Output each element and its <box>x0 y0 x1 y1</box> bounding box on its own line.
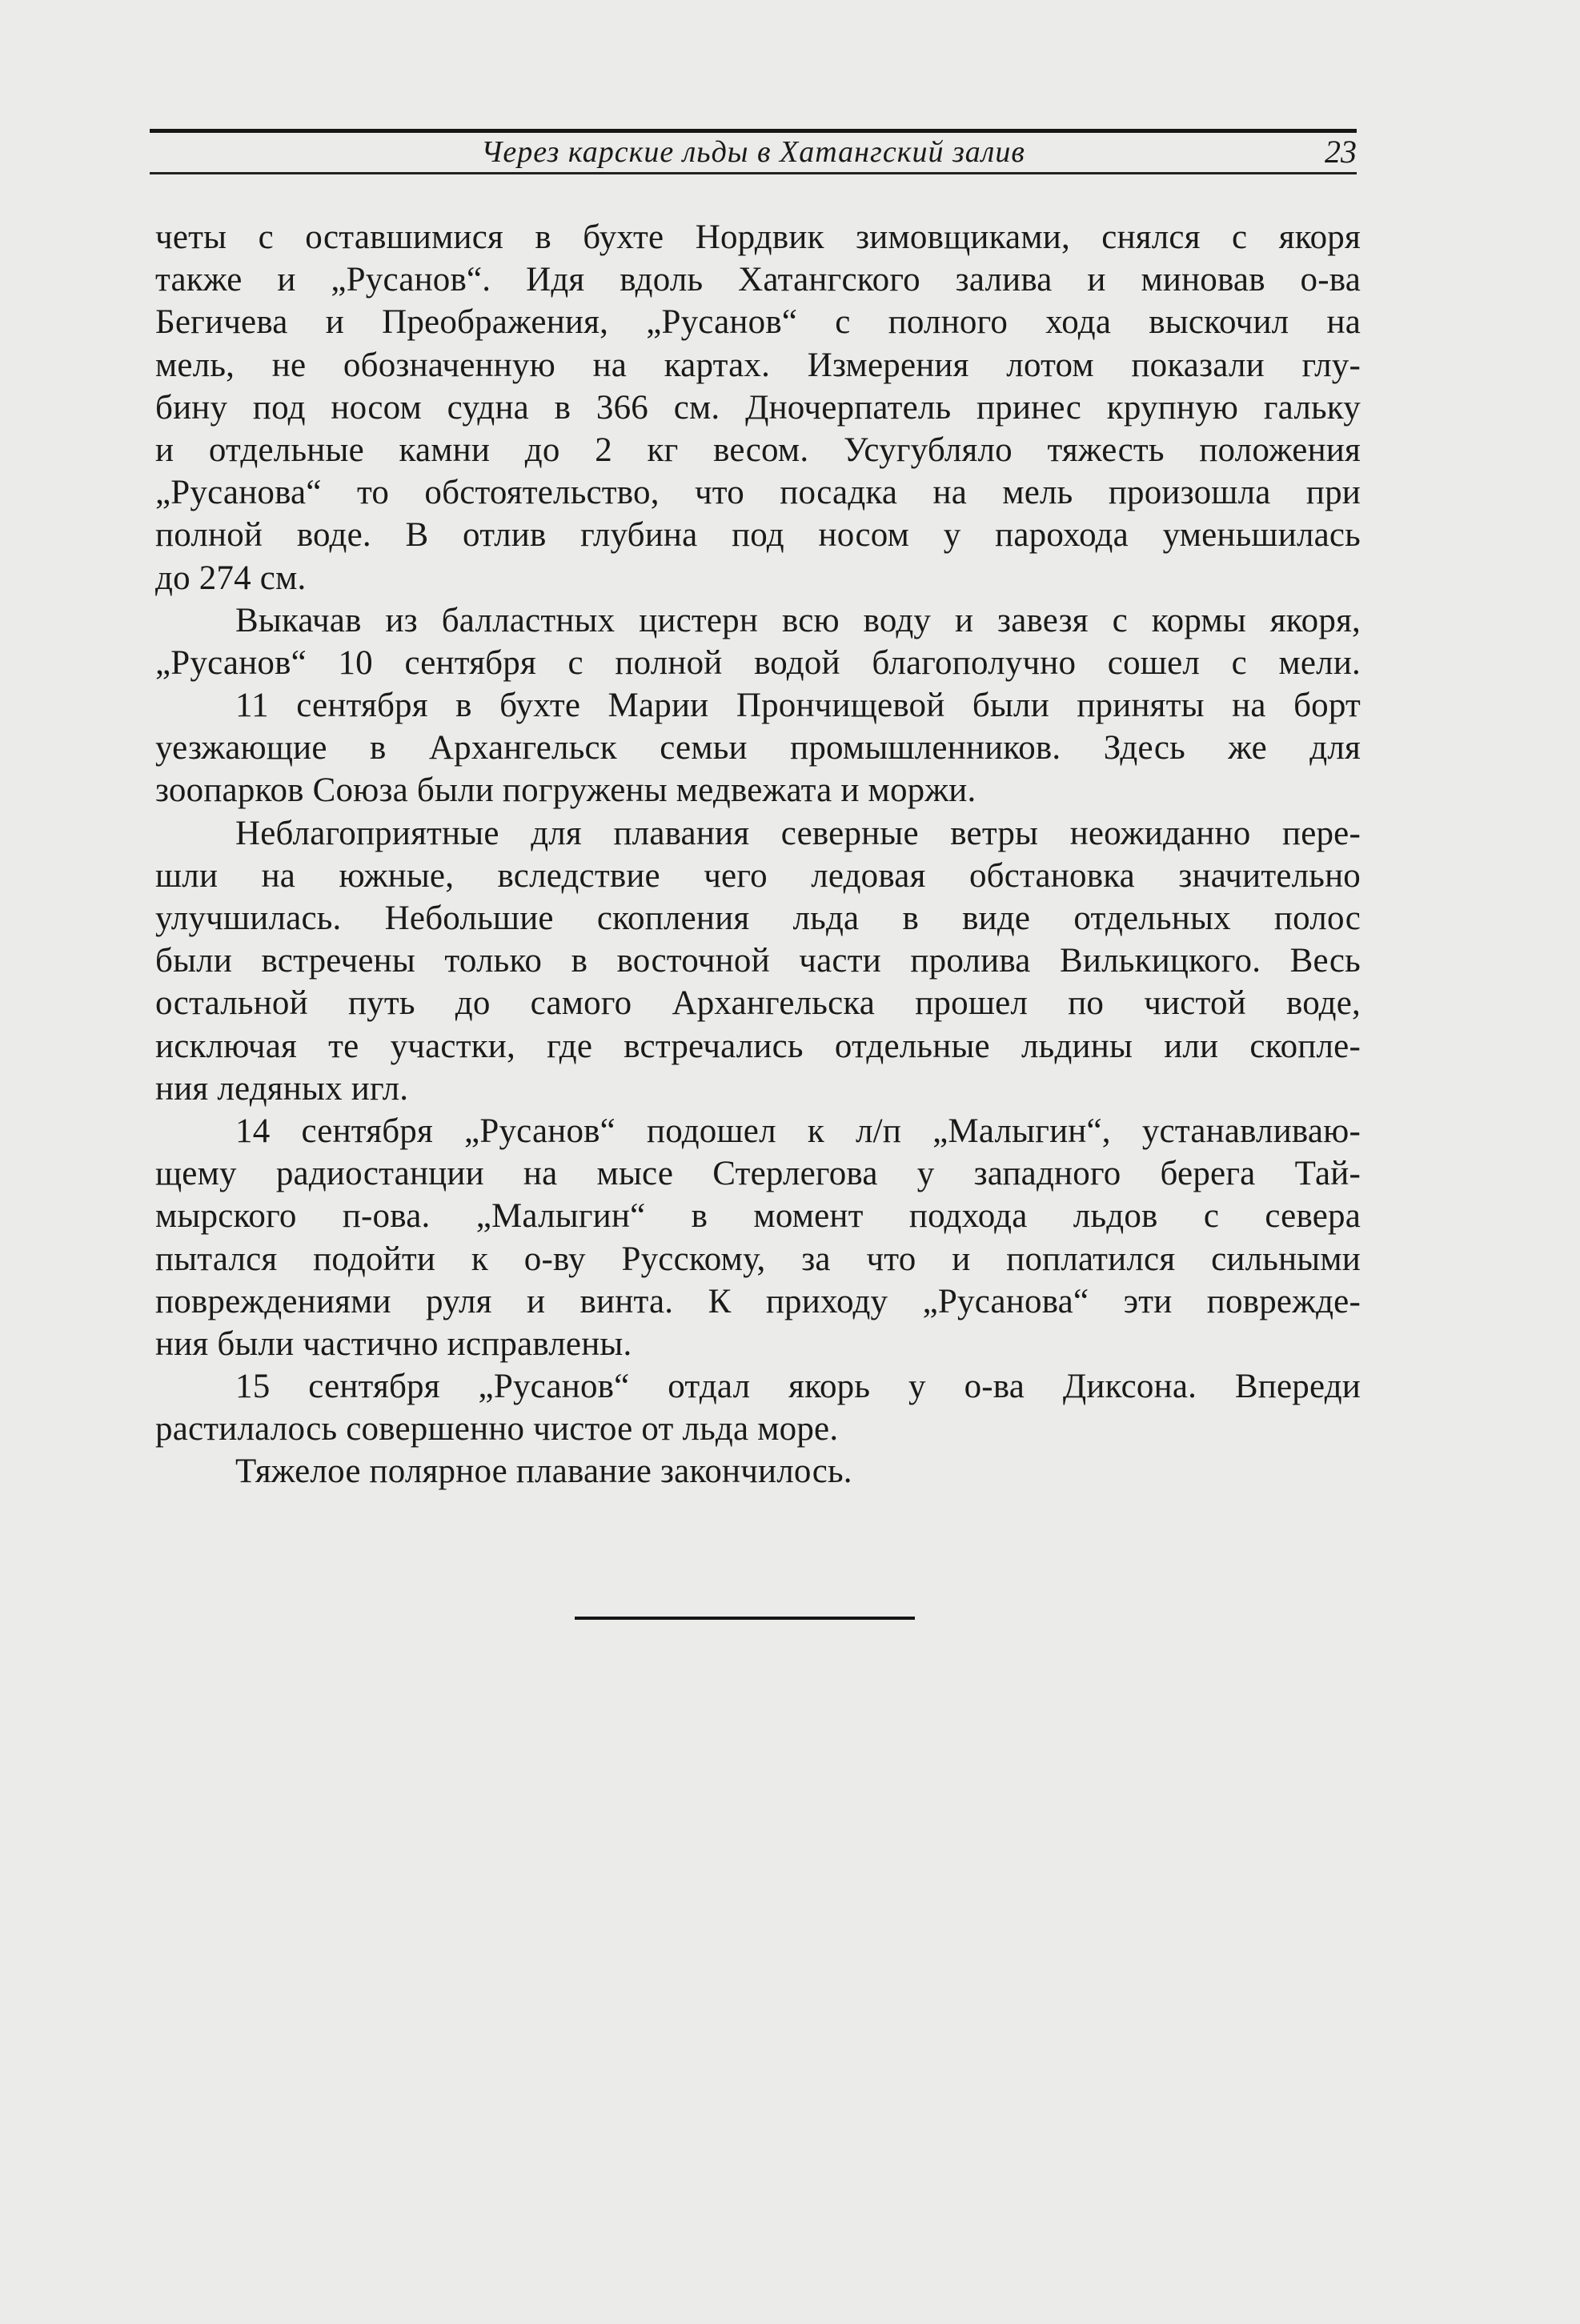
header-rule-bottom <box>150 172 1357 174</box>
text-line: были встречены только в восточной части пролива Вилькицкого. Весь <box>155 942 1361 980</box>
text-line: до 274 см. <box>155 559 307 597</box>
text-line: щему радиостанции на мысе Стерлегова у западного берега Тай- <box>155 1155 1361 1193</box>
paragraph <box>155 812 1361 1110</box>
text-line: полной воде. В отлив глубина под носом у парохода уменьшилась <box>155 516 1361 555</box>
text-line: шли на южные, вследствие чего ледовая обстановка значительно <box>155 856 1361 895</box>
body-text <box>155 216 1361 1493</box>
text-line: исключая те участки, где встречались отдельные льдины или скопле- <box>155 1027 1361 1065</box>
text-line: „Русанова“ то обстоятельство, что посадка на мель произошла при <box>155 474 1361 512</box>
text-line: ния ледяных игл. <box>155 1069 409 1108</box>
paragraph <box>155 1365 1361 1450</box>
text-line: и отдельные камни до 2 кг весом. Усугубляло тяжесть положения <box>155 431 1361 469</box>
text-line: ния были частично исправлены. <box>155 1324 632 1363</box>
end-of-chapter-rule <box>575 1617 915 1620</box>
text-line: пытался подойти к о-ву Русскому, за что и поплатился сильными <box>155 1240 1361 1278</box>
text-line: улучшилась. Небольшие скопления льда в виде отдельных полос <box>155 900 1361 937</box>
text-line: мель, не обозначенную на картах. Измерения лотом показали глу- <box>155 346 1361 384</box>
paragraph <box>155 1110 1361 1365</box>
paragraph <box>155 216 1361 599</box>
text-line: повреждениями руля и винта. К приходу „Русанова“ эти поврежде- <box>155 1282 1361 1320</box>
text-line: бину под носом судна в 366 см. Дночерпатель принес крупную гальку <box>155 388 1361 427</box>
text-line: 14 сентября „Русанов“ подошел к л/п „Малыгин“, устанавливаю- <box>235 1112 1361 1150</box>
text-line: уезжающие в Архангельск семьи промышленников. Здесь же для <box>155 729 1361 767</box>
text-line: 15 сентября „Русанов“ отдал якорь у о-ва Диксона. Впереди <box>235 1368 1361 1406</box>
text-line: зоопарков Союза были погружены медвежата и моржи. <box>155 771 976 810</box>
page-number: 23 <box>1325 134 1357 170</box>
text-line: также и „Русанов“. Идя вдоль Хатангского залива и миновав о-ва <box>155 261 1361 299</box>
text-line: растилалось совершенно чистое от льда море. <box>155 1410 839 1448</box>
text-line: мырского п-ова. „Малыгин“ в момент подхода льдов с севера <box>155 1197 1361 1236</box>
text-line: „Русанов“ 10 сентября с полной водой благополучно сошел с мели. <box>155 643 1361 682</box>
text-line: Выкачав из балластных цистерн всю воду и завезя с кормы якоря, <box>235 601 1361 639</box>
text-line: Бегичева и Преображения, „Русанов“ с полного хода выскочил на <box>155 303 1361 342</box>
text-line: четы с оставшимися в бухте Нордвик зимовщиками, снялся с якоря <box>155 218 1361 256</box>
text-line: остальной путь до самого Архангельска прошел по чистой воде, <box>155 984 1361 1023</box>
text-line: 11 сентября в бухте Марии Прончищевой были приняты на борт <box>235 687 1361 725</box>
paragraph <box>155 1450 1361 1493</box>
running-title: Через карские льды в Хатангский залив <box>481 135 1025 169</box>
text-line: Тяжелое полярное плавание закончилось. <box>235 1452 852 1491</box>
paragraph <box>155 599 1361 684</box>
text-line: Неблагоприятные для плавания северные ветры неожиданно пере- <box>235 814 1361 852</box>
paragraph <box>155 684 1361 812</box>
